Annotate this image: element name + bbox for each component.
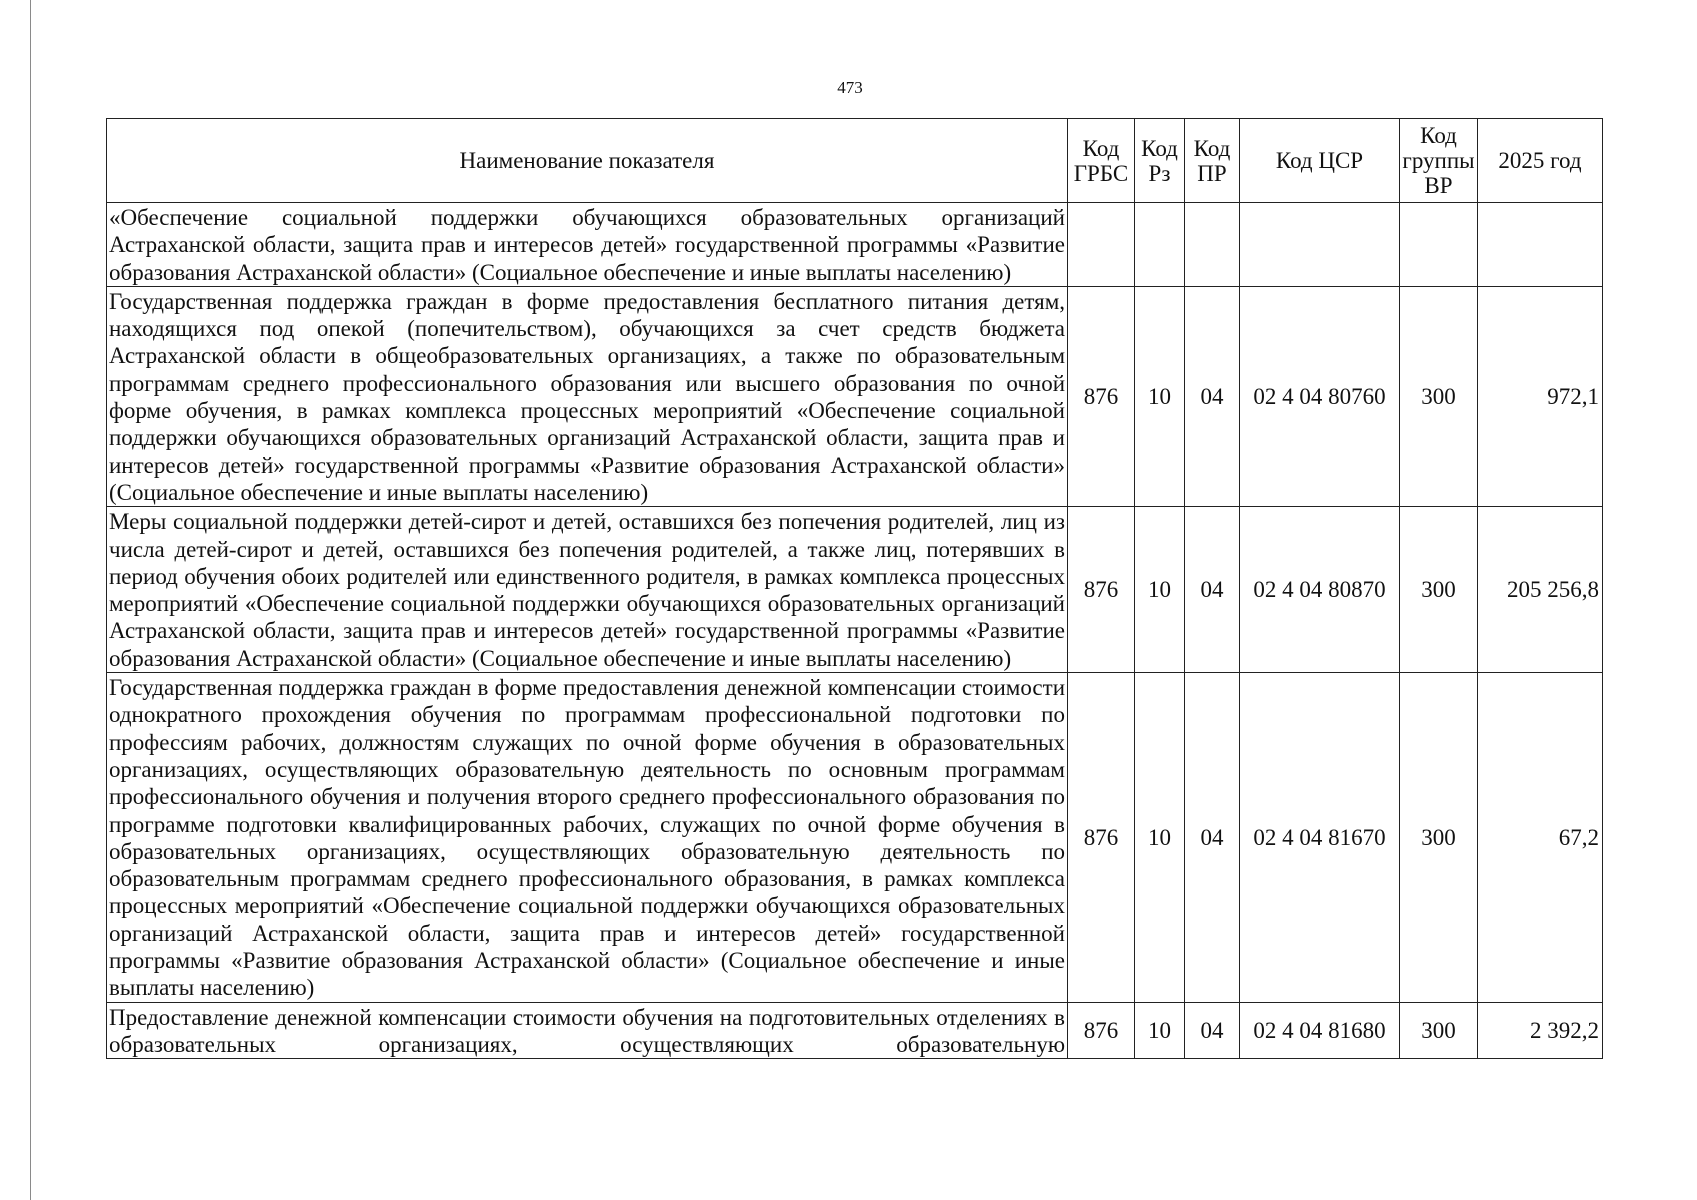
row-csr — [1240, 203, 1400, 287]
row-pr: 04 — [1185, 673, 1240, 1003]
row-pr: 04 — [1185, 286, 1240, 506]
table-row — [107, 286, 1603, 506]
row-grbs: 876 — [1068, 673, 1135, 1003]
row-grbs: 876 — [1068, 507, 1135, 673]
page-number: 473 — [837, 78, 863, 97]
row-csr: 02 4 04 81670 — [1240, 673, 1400, 1003]
row-vr: 300 — [1400, 286, 1478, 506]
row-name: Меры социальной поддержки детей-сирот и детей, оставшихся без попечения родителей, лиц из числа детей-сирот и детей, оставшихся без попечения родителей, а также лиц, потерявших в период обучения обоих родителей или единственного родителя, в рамках комплекса процессных мероприятий «Обеспечение социальной поддержки обучающихся образовательных организаций Астраханской области, защита прав и интересов детей» государственной программы «Развитие образования Астраханской области» (Социальное обеспечение и иные выплаты населению) — [107, 507, 1068, 673]
header-vr: Код группы ВР — [1400, 119, 1478, 203]
header-name: Наименование показателя — [107, 119, 1068, 203]
row-amount: 2 392,2 — [1478, 1002, 1603, 1059]
row-rz: 10 — [1135, 673, 1185, 1003]
row-amount: 972,1 — [1478, 286, 1603, 506]
row-name: Государственная поддержка граждан в форме предоставления бесплатного питания детям, находящихся под опекой (попечительством), обучающихся за счет средств бюджета Астраханской области в общеобразовательных организациях, а также по образовательным программам среднего профессионального образования или высшего образования по очной форме обучения, в рамках комплекса процессных мероприятий «Обеспечение социальной поддержки обучающихся образовательных организаций Астраханской области, защита прав и интересов детей» государственной программы «Развитие образования Астраханской области» (Социальное обеспечение и иные выплаты населению) — [107, 286, 1068, 506]
row-pr: 04 — [1185, 1002, 1240, 1059]
row-name: «Обеспечение социальной поддержки обучающихся образовательных организаций Астраханской области, защита прав и интересов детей» государственной программы «Развитие образования Астраханской области» (Социальное обеспечение и иные выплаты населению) — [107, 203, 1068, 287]
table-row — [107, 203, 1603, 287]
row-vr: 300 — [1400, 673, 1478, 1003]
table-header-row — [107, 119, 1603, 203]
header-csr: Код ЦСР — [1240, 119, 1400, 203]
header-pr: Код ПР — [1185, 119, 1240, 203]
row-csr: 02 4 04 80760 — [1240, 286, 1400, 506]
row-csr: 02 4 04 80870 — [1240, 507, 1400, 673]
row-grbs: 876 — [1068, 286, 1135, 506]
row-grbs — [1068, 203, 1135, 287]
row-rz — [1135, 203, 1185, 287]
row-pr: 04 — [1185, 507, 1240, 673]
row-amount: 205 256,8 — [1478, 507, 1603, 673]
header-grbs: Код ГРБС — [1068, 119, 1135, 203]
table-row — [107, 1002, 1603, 1059]
header-year: 2025 год — [1478, 119, 1603, 203]
row-vr — [1400, 203, 1478, 287]
table-row — [107, 673, 1603, 1003]
budget-table — [106, 118, 1603, 1059]
row-rz: 10 — [1135, 1002, 1185, 1059]
header-rz: Код Рз — [1135, 119, 1185, 203]
row-vr: 300 — [1400, 507, 1478, 673]
row-rz: 10 — [1135, 507, 1185, 673]
row-grbs: 876 — [1068, 1002, 1135, 1059]
row-rz: 10 — [1135, 286, 1185, 506]
table-row — [107, 507, 1603, 673]
row-vr: 300 — [1400, 1002, 1478, 1059]
row-amount — [1478, 203, 1603, 287]
page-margin-line — [30, 0, 31, 1200]
row-name: Предоставление денежной компенсации стоимости обучения на подготовительных отделениях в образовательных организациях, осуществляющих образовательную — [107, 1002, 1068, 1059]
row-csr: 02 4 04 81680 — [1240, 1002, 1400, 1059]
row-pr — [1185, 203, 1240, 287]
row-name: Государственная поддержка граждан в форме предоставления денежной компенсации стоимости однократного прохождения обучения по программам профессиональной подготовки по профессиям рабочих, должностям служащих по очной форме обучения в образовательных организациях, осуществляющих образовательную деятельность по основным программам профессионального обучения и получения второго среднего профессионального образования по программе подготовки квалифицированных рабочих, служащих по очной форме обучения в образовательных организациях, осуществляющих образовательную деятельность по образовательным программам среднего профессионального образования, в рамках комплекса процессных мероприятий «Обеспечение социальной поддержки обучающихся образовательных организаций Астраханской области, защита прав и интересов детей» государственной программы «Развитие образования Астраханской области» (Социальное обеспечение и иные выплаты населению) — [107, 673, 1068, 1003]
row-amount: 67,2 — [1478, 673, 1603, 1003]
